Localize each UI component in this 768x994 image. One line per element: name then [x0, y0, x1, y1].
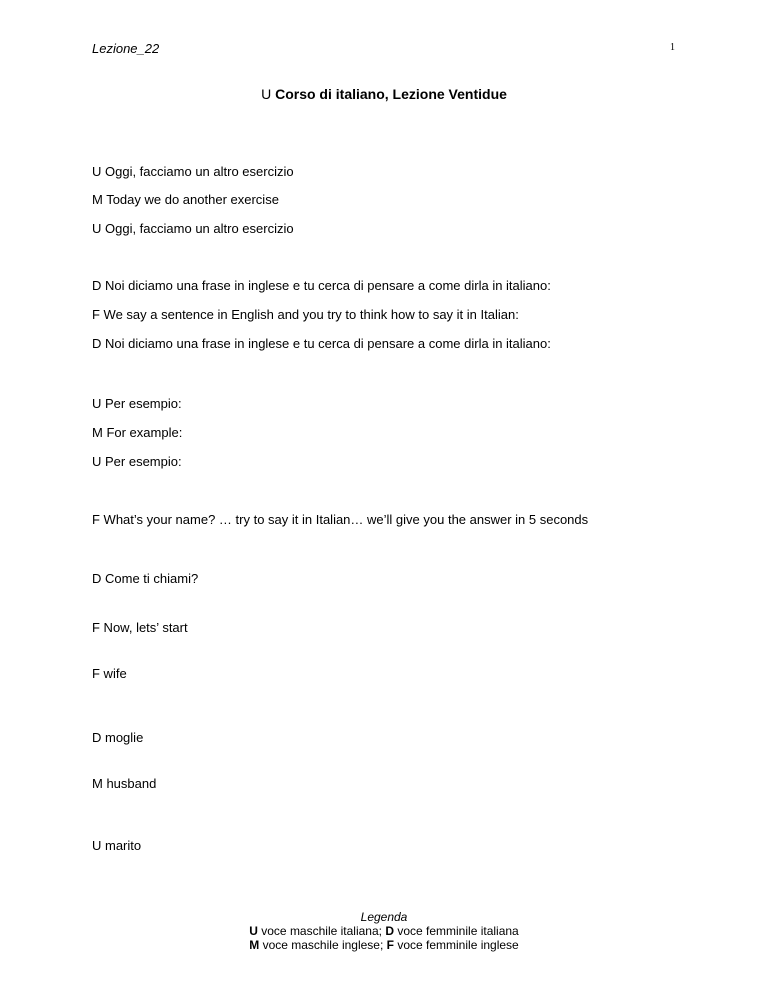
transcript-line: U Per esempio:	[92, 454, 182, 469]
legend-key: F	[386, 938, 394, 952]
legend	[0, 910, 768, 952]
legend-text: voce femminile italiana	[394, 924, 519, 938]
legend-line-italian	[0, 924, 768, 938]
transcript-line: U marito	[92, 838, 142, 853]
title-text: Corso di italiano, Lezione Ventidue	[275, 86, 507, 102]
transcript-line: F We say a sentence in English and you try to think how to say it in Italian:	[92, 307, 519, 322]
transcript-line: F Now, lets’ start	[92, 620, 188, 635]
transcript-line: M Today we do another exercise	[92, 192, 279, 207]
legend-key: M	[249, 938, 260, 952]
legend-title: Legenda	[360, 910, 408, 924]
transcript-line: D Noi diciamo una frase in inglese e tu cerca di pensare a come dirla in italiano:	[92, 278, 551, 293]
lesson-header-label: Lezione_22	[92, 41, 160, 56]
legend-line-english	[0, 938, 768, 952]
legend-key: D	[385, 924, 394, 938]
transcript-line: D Noi diciamo una frase in inglese e tu cerca di pensare a come dirla in italiano:	[92, 336, 551, 351]
transcript-line: U Oggi, facciamo un altro esercizio	[92, 164, 294, 179]
page-number: 1	[670, 42, 675, 53]
transcript-line: F What’s your name? … try to say it in Italian… we’ll give you the answer in 5 seconds	[92, 512, 589, 527]
transcript-line: M For example:	[92, 425, 183, 440]
transcript-line: D Come ti chiami?	[92, 571, 199, 586]
transcript-line: D moglie	[92, 730, 144, 745]
legend-text: voce maschile inglese;	[259, 938, 387, 952]
page-title	[0, 86, 768, 102]
transcript-line: M husband	[92, 776, 157, 791]
transcript-line: U Per esempio:	[92, 396, 182, 411]
legend-text: voce maschile italiana;	[257, 924, 386, 938]
legend-key: U	[249, 924, 258, 938]
title-speaker: U	[261, 86, 272, 102]
transcript-line: F wife	[92, 666, 127, 681]
legend-text: voce femminile inglese	[394, 938, 519, 952]
transcript-line: U Oggi, facciamo un altro esercizio	[92, 221, 294, 236]
